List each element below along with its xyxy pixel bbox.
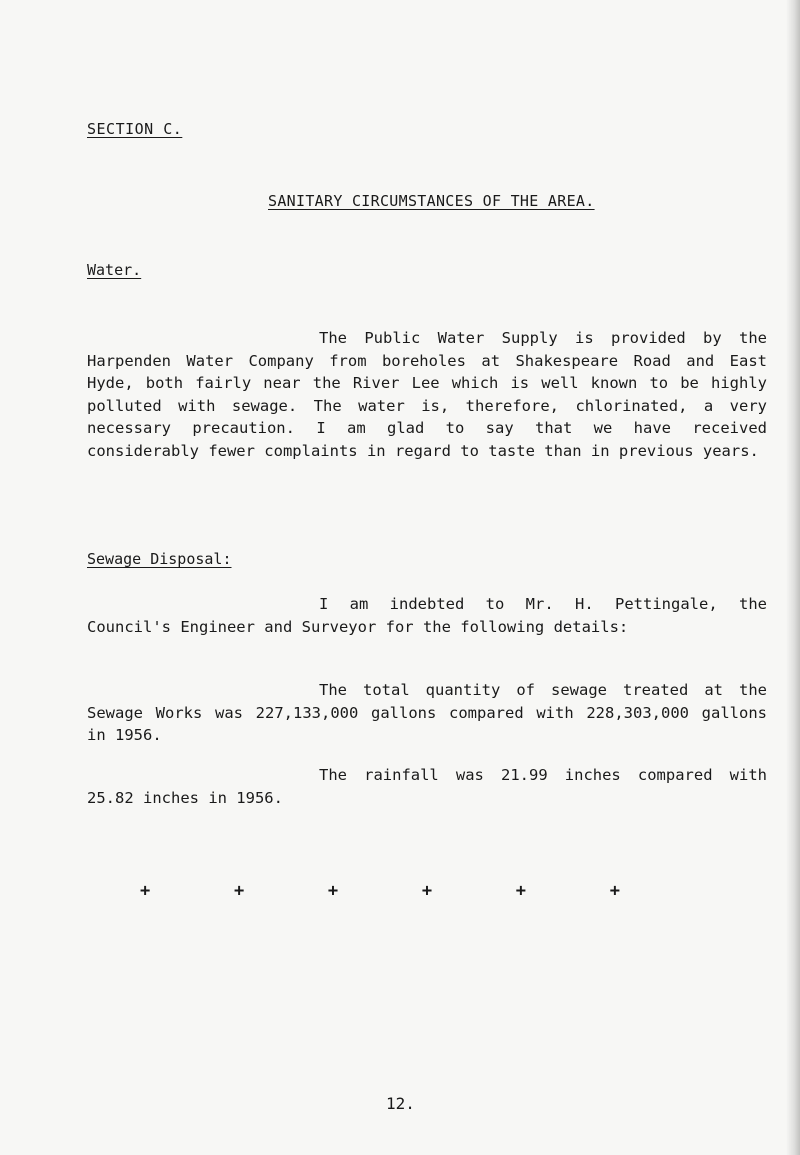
- page-number: 12.: [386, 1094, 415, 1113]
- divider-plus-mark: +: [140, 881, 151, 901]
- divider-plus-mark: +: [609, 881, 620, 901]
- sewage-paragraph-intro: I am indebted to Mr. H. Pettingale, the Council's Engineer and Surveyor for the following details:: [87, 595, 767, 636]
- section-divider: [140, 881, 620, 901]
- page-title: SANITARY CIRCUMSTANCES OF THE AREA.: [268, 192, 595, 210]
- water-paragraph: The Public Water Supply is provided by the Harpenden Water Company from boreholes at Shakespeare Road and East Hyde, both fairly near the River Lee which is well known to be highly polluted with sewage. The water is, therefore, chlorinated, a very necessary precaution. I am glad to say that we have received considerably fewer complaints in regard to taste than in previous years.: [87, 329, 767, 460]
- divider-plus-mark: +: [515, 881, 526, 901]
- sewage-paragraph-rainfall: The rainfall was 21.99 inches compared with 25.82 inches in 1956.: [87, 766, 767, 807]
- sewage-paragraph-quantity: The total quantity of sewage treated at the Sewage Works was 227,133,000 gallons compared with 228,303,000 gallons in 1956.: [87, 681, 767, 744]
- divider-plus-mark: +: [233, 881, 245, 901]
- divider-plus-mark: +: [327, 881, 339, 901]
- page-edge-shadow: [786, 0, 800, 1155]
- divider-plus-mark: +: [421, 881, 433, 901]
- sewage-disposal-heading: Sewage Disposal:: [87, 550, 232, 568]
- water-heading: Water.: [87, 261, 142, 279]
- section-heading: SECTION C.: [87, 120, 183, 138]
